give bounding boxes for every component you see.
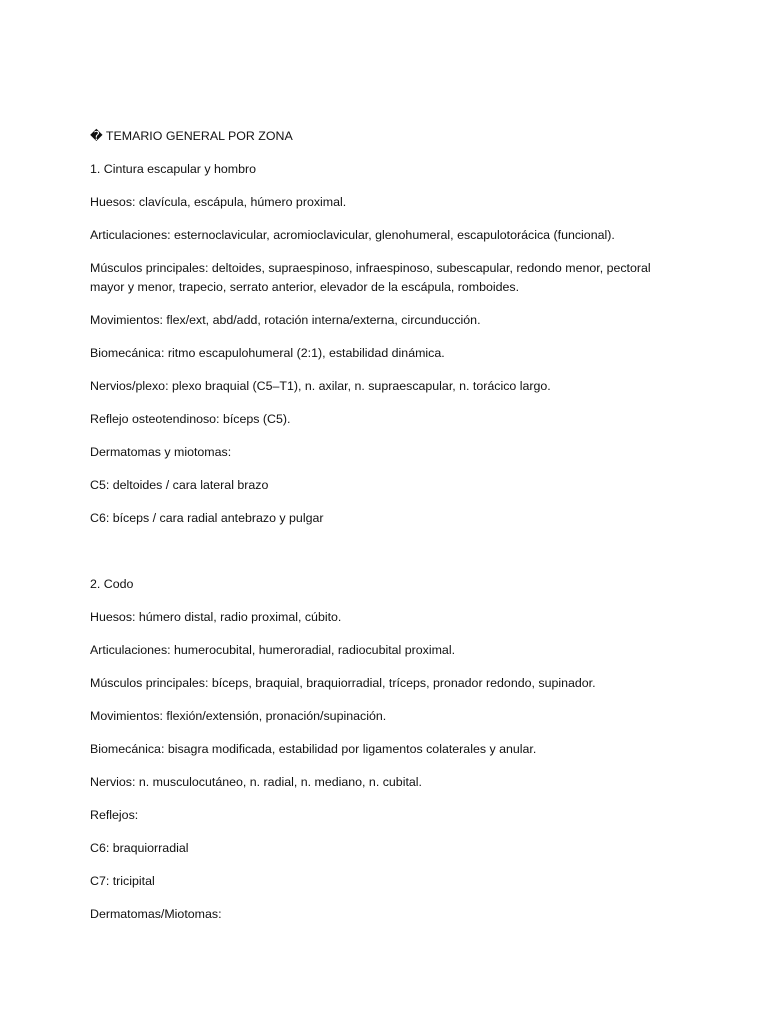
elbow-reflex-c7: C7: tricipital	[90, 874, 155, 888]
shoulder-dermatome-c5: C5: deltoides / cara lateral brazo	[90, 478, 269, 492]
section-title-shoulder: 1. Cintura escapular y hombro	[90, 162, 256, 176]
elbow-muscles: Músculos principales: bíceps, braquial, braquiorradial, tríceps, pronador redondo, supinador.	[90, 676, 596, 690]
shoulder-dermatome-c6: C6: bíceps / cara radial antebrazo y pulgar	[90, 511, 324, 525]
elbow-nerves: Nervios: n. musculocutáneo, n. radial, n. mediano, n. cubital.	[90, 775, 422, 789]
shoulder-biomechanics: Biomecánica: ritmo escapulohumeral (2:1), estabilidad dinámica.	[90, 346, 445, 360]
elbow-bones: Huesos: húmero distal, radio proximal, cúbito.	[90, 610, 342, 624]
elbow-dermatomes-heading: Dermatomas/Miotomas:	[90, 907, 222, 921]
elbow-movements: Movimientos: flexión/extensión, pronación/supinación.	[90, 709, 387, 723]
shoulder-reflex: Reflejo osteotendinoso: bíceps (C5).	[90, 412, 291, 426]
elbow-reflex-c6: C6: braquiorradial	[90, 841, 189, 855]
shoulder-movements: Movimientos: flex/ext, abd/add, rotación interna/externa, circunducción.	[90, 313, 481, 327]
elbow-joints: Articulaciones: humerocubital, humeroradial, radiocubital proximal.	[90, 643, 456, 657]
section-title-elbow: 2. Codo	[90, 577, 134, 591]
shoulder-bones: Huesos: clavícula, escápula, húmero proximal.	[90, 195, 347, 209]
document-heading: � TEMARIO GENERAL POR ZONA	[90, 129, 293, 143]
elbow-biomechanics: Biomecánica: bisagra modificada, estabilidad por ligamentos colaterales y anular.	[90, 742, 537, 756]
document-page	[90, 127, 680, 938]
shoulder-nerves: Nervios/plexo: plexo braquial (C5–T1), n. axilar, n. supraescapular, n. torácico largo.	[90, 379, 551, 393]
elbow-reflexes-heading: Reflejos:	[90, 808, 139, 822]
shoulder-dermatomes-heading: Dermatomas y miotomas:	[90, 445, 232, 459]
shoulder-muscles: Músculos principales: deltoides, supraespinoso, infraespinoso, subescapular, redondo menor, pectoral mayor y menor, trapecio, serrato anterior, elevador de la escápula, romboides.	[90, 261, 651, 294]
section-spacer	[90, 542, 680, 575]
shoulder-joints: Articulaciones: esternoclavicular, acromioclavicular, glenohumeral, escapulotorácica (funcional).	[90, 228, 615, 242]
